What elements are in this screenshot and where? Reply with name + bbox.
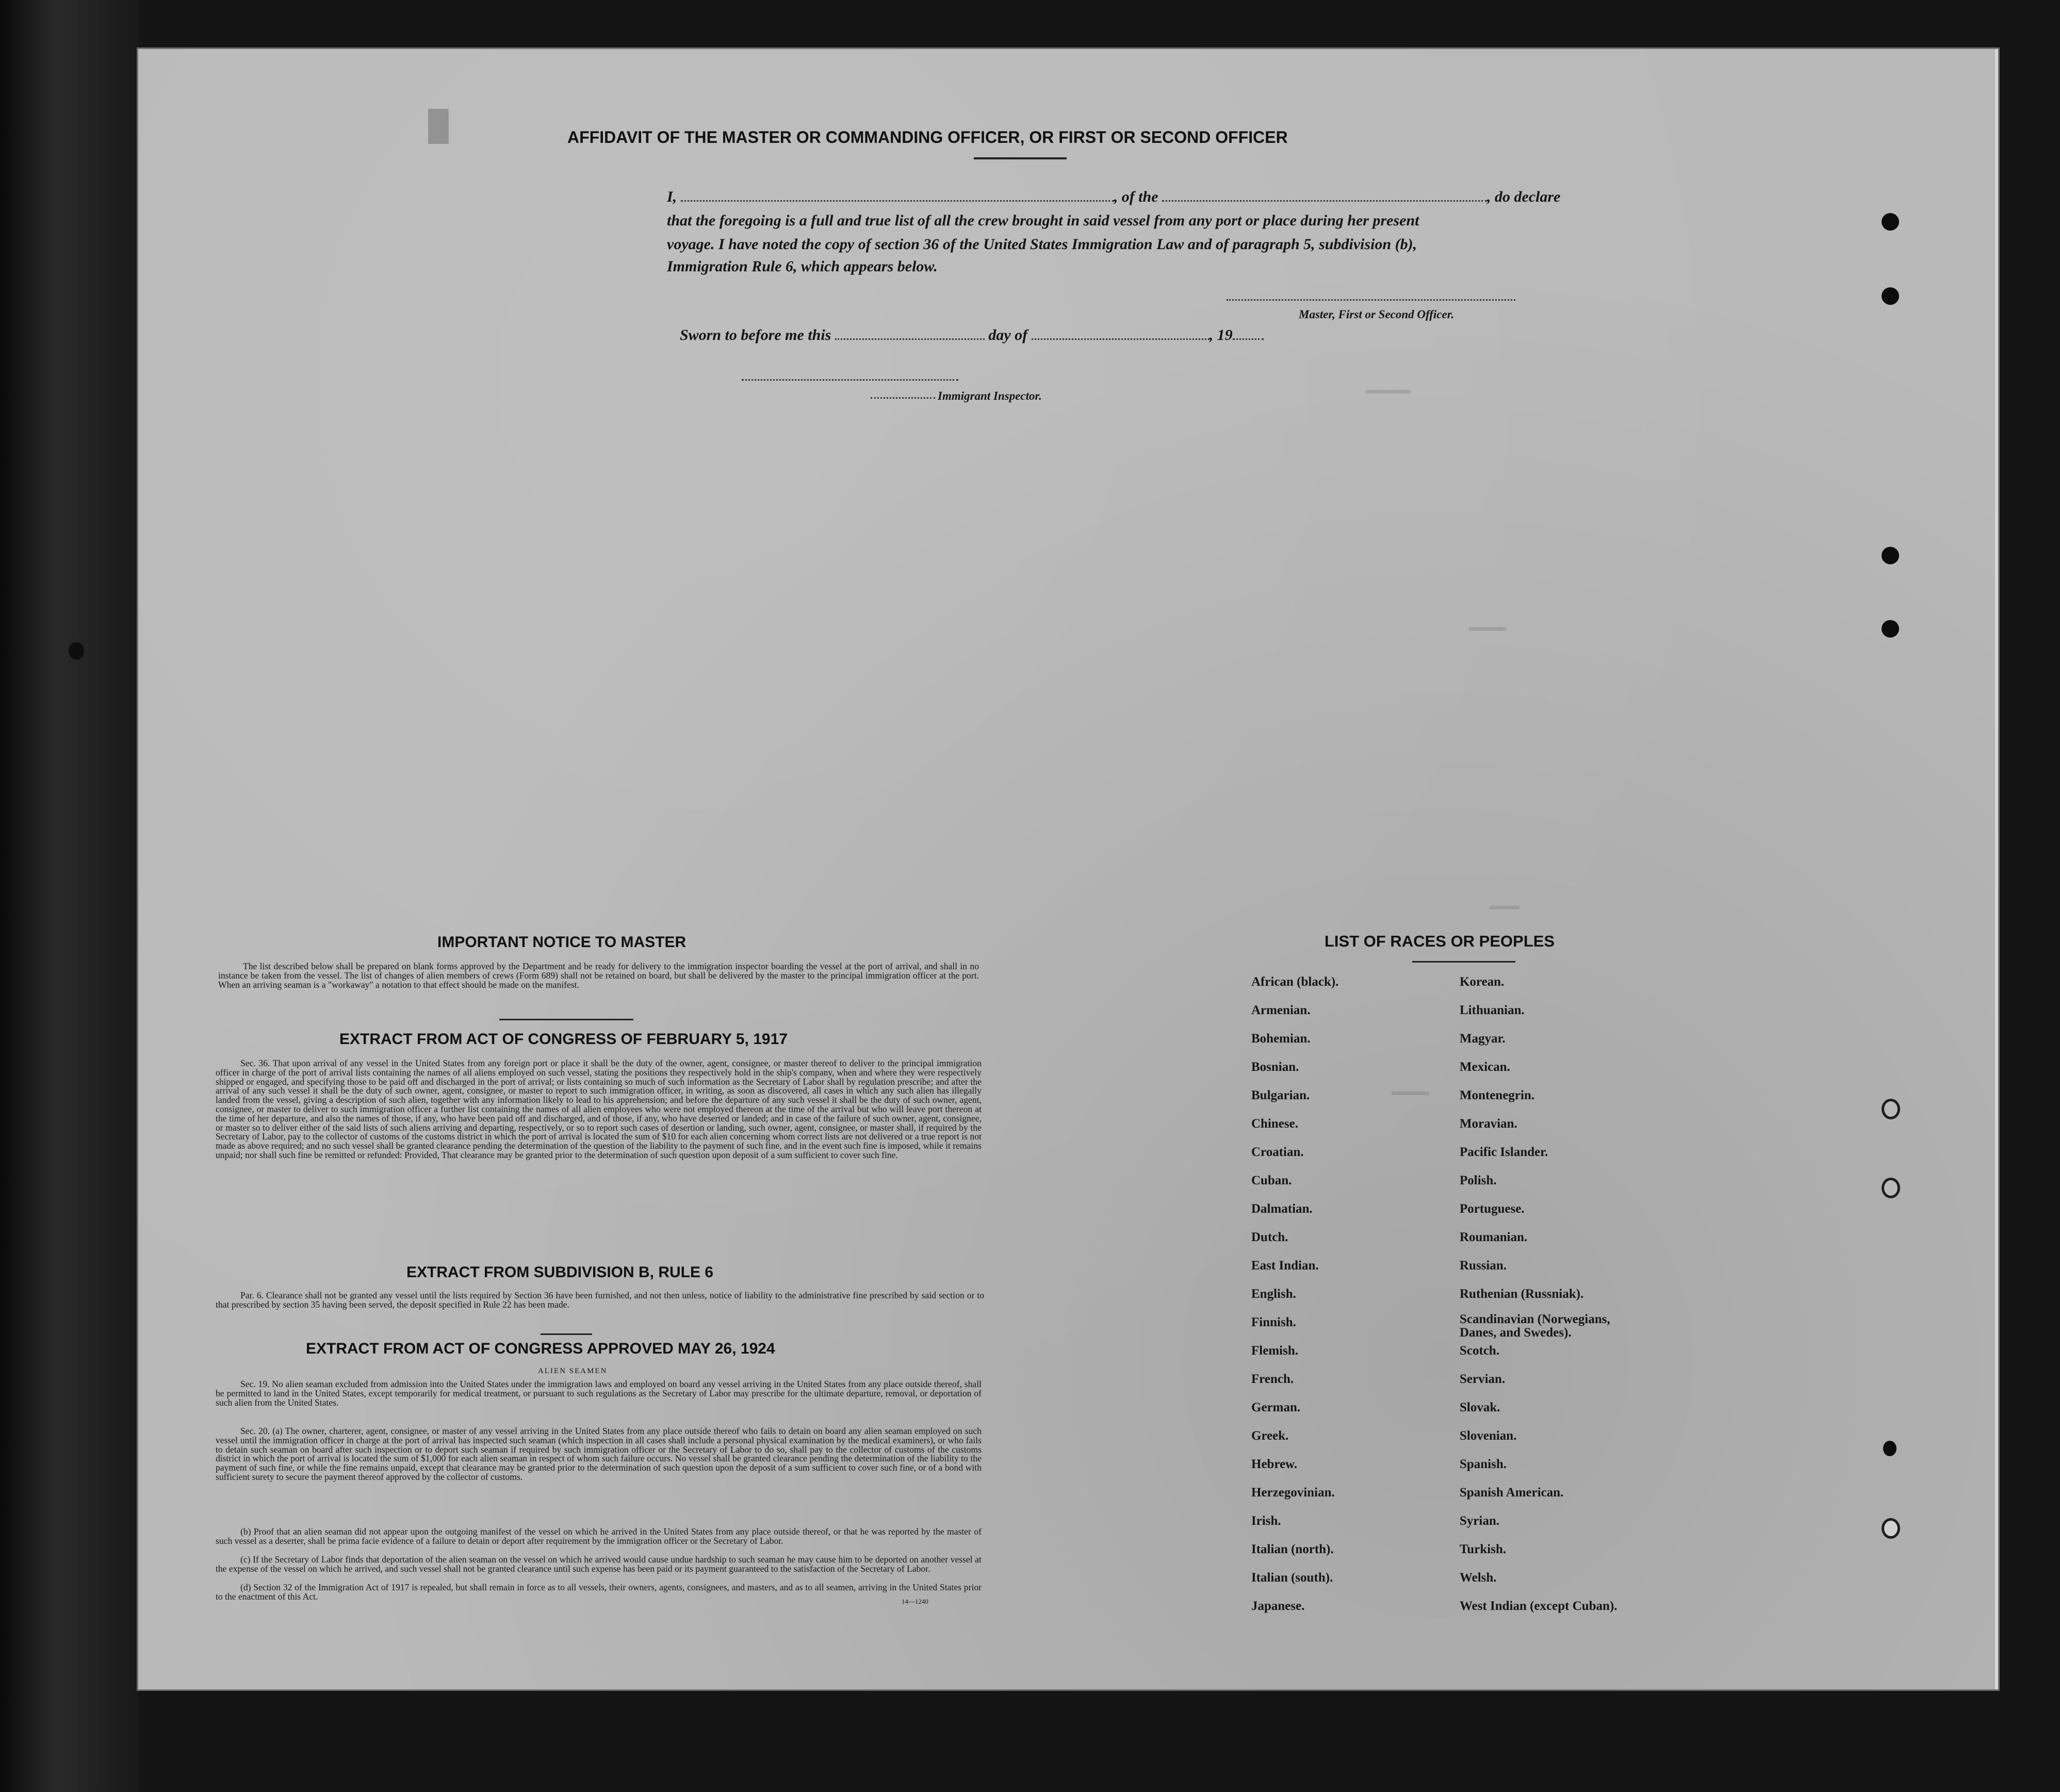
race-item: Roumanian. bbox=[1460, 1230, 1528, 1244]
document-page bbox=[138, 49, 1998, 1689]
race-item: Chinese. bbox=[1251, 1117, 1298, 1131]
race-item: Italian (south). bbox=[1251, 1571, 1333, 1585]
punch-hole bbox=[1883, 1441, 1896, 1456]
race-item: Dalmatian. bbox=[1251, 1202, 1313, 1216]
race-item: French. bbox=[1251, 1372, 1294, 1386]
notice-text: The list described below shall be prepared on blank forms approved by the Department and be ready for delivery to the immigration inspector boarding the vessel at the port of arrival, and shall in no instance be taken from the vessel. The list of changes of alien members of crews (Form 689) shall not be retained on board, but shall be delivered by the master to the principal immigration officer at the port. When an arriving seaman is a "workaway" a notation to that effect should be made on the manifest. bbox=[218, 961, 979, 990]
race-item: Spanish. bbox=[1460, 1457, 1507, 1471]
races-title: LIST OF RACES OR PEOPLES bbox=[1325, 932, 1555, 950]
affidavit-declare: , do declare bbox=[1487, 188, 1561, 205]
race-item: Bohemian. bbox=[1251, 1032, 1311, 1046]
race-item: Scotch. bbox=[1460, 1344, 1500, 1358]
subdivision-b-text: Par. 6. Clearance shall not be granted any vessel until the lists required by Section 36 have been furnished, and not then unless, notice of liability to the administrative fine prescribed by said section or to that prescribed by section 35 having been served, the deposit specified in Rule 22 has been made. bbox=[216, 1290, 984, 1310]
extract-1924-title: EXTRACT FROM ACT OF CONGRESS APPROVED MAY 26, 1924 bbox=[306, 1340, 775, 1357]
subdivision-b-title: EXTRACT FROM SUBDIVISION B, RULE 6 bbox=[406, 1264, 714, 1281]
race-item: Servian. bbox=[1460, 1372, 1506, 1386]
race-item: English. bbox=[1251, 1287, 1296, 1301]
race-item: Greek. bbox=[1251, 1429, 1289, 1443]
race-item: Moravian. bbox=[1460, 1117, 1517, 1131]
sworn-month-blank bbox=[1032, 338, 1209, 340]
binder-edge bbox=[0, 0, 139, 1792]
races-rule bbox=[1412, 961, 1515, 963]
affidavit-line-4: Immigration Rule 6, which appears below. bbox=[667, 258, 938, 275]
race-item: Herzegovinian. bbox=[1251, 1486, 1335, 1500]
sworn-year-blank bbox=[1233, 338, 1264, 340]
race-item: Polish. bbox=[1460, 1174, 1497, 1187]
punch-hole bbox=[1882, 287, 1899, 305]
race-item: Montenegrin. bbox=[1460, 1088, 1535, 1102]
sec-20d-text: (d) Section 32 of the Immigration Act of 1917 is repealed, but shall remain in force as to all vessels, their owners, agents, consignees, and masters, and as to all seamen, arriving in the United States prior to the enactment of this Act. bbox=[216, 1582, 982, 1602]
punch-hole bbox=[1882, 547, 1899, 564]
signature-line bbox=[1227, 299, 1515, 301]
bleed-through-marks: ▂▂▂▂▂ bbox=[1392, 1082, 1429, 1096]
punch-hole bbox=[69, 642, 84, 660]
alien-seamen-subtitle: ALIEN SEAMEN bbox=[538, 1367, 608, 1375]
race-item: Slovak. bbox=[1460, 1400, 1500, 1414]
race-item: Spanish American. bbox=[1460, 1486, 1564, 1500]
race-item: Ruthenian (Russniak). bbox=[1460, 1287, 1584, 1301]
race-item: Mexican. bbox=[1460, 1060, 1510, 1074]
race-item: Armenian. bbox=[1251, 1003, 1311, 1017]
extract-1917-text: Sec. 36. That upon arrival of any vessel in the United States from any foreign port or place it shall be the duty of the owner, agent, consignee, or master thereof to deliver to the principal immigration officer in charge of the port of arrival lists containing the names of all aliens employed on such vessel, stating the positions they respectively hold in the ship's company, when and where they were respectively shipped or engaged, and specifying those to be paid off and discharged in the port of arrival; or lists containing so much of such information as the Secretary of Labor shall by regulation prescribe; and after the arrival of any such vessel it shall be the duty of such owner, agent, consignee, or master to report to such immigration officer, in writing, as soon as discovered, all cases in which any such alien has illegally landed from the vessel, giving a description of such alien, together with any information likely to lead to his apprehension; and before the departure of any such vessel it shall be the duty of such owner, agent, consignee, or master to deliver to such immigration officer a further list containing the names of all alien employees who were not employed thereon at the time of the arrival but who will leave port thereon at the time of her departure, and also the names of those, if any, who have been paid off and discharged, and of those, if any, who have deserted or landed; and in case of the failure of such owner, agent, consignee, or master so to deliver either of the said lists of such aliens arriving and departing, respectively, or so to report such cases of desertion or landing, such owner, agent, consignee, or master shall, if required by the Secretary of Labor, pay to the collector of customs of the customs district in which the port of arrival is located the sum of $10 for each alien concerning whom correct lists are not delivered or a true report is not made as above required; and no such vessel shall be granted clearance pending the determination of the question of the liability to the payment of such fine, and in the event such fine is imposed, while it remains unpaid; nor shall such fine be remitted or refunded: Provided, That clearance may be granted prior to the determination of such question upon deposit of a sum sufficient to cover such fine. bbox=[216, 1058, 982, 1160]
race-item: Cuban. bbox=[1251, 1174, 1292, 1187]
punch-hole bbox=[1882, 213, 1899, 231]
form-number: 14—1240 bbox=[902, 1598, 928, 1605]
sworn-line bbox=[680, 327, 1264, 344]
race-item: Japanese. bbox=[1251, 1599, 1305, 1613]
inspector-signature-line-2 bbox=[871, 397, 935, 399]
bleed-through-marks: ▂▂▂▂▂ bbox=[1469, 618, 1507, 632]
sec-20c-text: (c) If the Secretary of Labor finds that deportation of the alien seaman on the vessel on which he arrived would cause undue hardship to such seaman he may cause him to be deported on another vessel at the expense of the vessel on which he arrived, and such vessel shall not be granted clearance until such expense has been paid or its payment guaranteed to the satisfaction of the Secretary of Labor. bbox=[216, 1554, 982, 1574]
sworn-prefix: Sworn to before me this bbox=[680, 327, 831, 344]
race-item: Lithuanian. bbox=[1460, 1003, 1525, 1017]
punch-hole bbox=[1882, 1178, 1900, 1198]
sec-19-text: Sec. 19. No alien seaman excluded from admission into the United States under the immigration laws and employed on board any vessel arriving in the United States from any place outside thereof, shall be permitted to land in the United States, except temporarily for medical treatment, or pursuant to such regulations as the Secretary of Labor may prescribe for the ultimate departure, removal, or deportation of such alien from the United States. bbox=[216, 1379, 982, 1408]
race-item: Russian. bbox=[1460, 1259, 1507, 1273]
race-item: Welsh. bbox=[1460, 1571, 1497, 1585]
race-item: African (black). bbox=[1251, 975, 1339, 989]
title-rule bbox=[974, 157, 1067, 159]
race-item: Syrian. bbox=[1460, 1514, 1500, 1528]
vessel-blank bbox=[1162, 200, 1487, 202]
race-item: Turkish. bbox=[1460, 1542, 1507, 1556]
extract-1917-title: EXTRACT FROM ACT OF CONGRESS OF FEBRUARY 5, 1917 bbox=[339, 1031, 788, 1048]
race-item: West Indian (except Cuban). bbox=[1460, 1599, 1617, 1613]
signature-label: Master, First or Second Officer. bbox=[1299, 308, 1454, 321]
inspector-label: Immigrant Inspector. bbox=[938, 389, 1042, 402]
bleed-through-heading: █ bbox=[427, 109, 449, 141]
race-item: Bulgarian. bbox=[1251, 1088, 1310, 1102]
sworn-day-of: day of bbox=[988, 327, 1028, 344]
bleed-through-marks: ▂▂▂▂ bbox=[1490, 897, 1519, 910]
race-item: German. bbox=[1251, 1400, 1301, 1414]
race-item: Italian (north). bbox=[1251, 1542, 1334, 1556]
sworn-date-blank bbox=[835, 338, 985, 340]
affidavit-title: AFFIDAVIT OF THE MASTER OR COMMANDING OFFICER, OR FIRST OR SECOND OFFICER bbox=[567, 128, 1288, 146]
sworn-year: , 19 bbox=[1209, 327, 1233, 344]
affidavit-i: I, bbox=[667, 188, 677, 205]
notice-title: IMPORTANT NOTICE TO MASTER bbox=[437, 934, 686, 951]
inspector-signature-line bbox=[742, 379, 958, 381]
race-item: Flemish. bbox=[1251, 1344, 1298, 1358]
race-item: Pacific Islander. bbox=[1460, 1145, 1548, 1159]
bleed-through-marks: ▂▂▂▂▂▂ bbox=[1366, 381, 1411, 395]
race-item: Irish. bbox=[1251, 1514, 1281, 1528]
race-item: Croatian. bbox=[1251, 1145, 1304, 1159]
sec-20b-text: (b) Proof that an alien seaman did not appear upon the outgoing manifest of the vessel on which he arrived in the United States from any place outside thereof, or that he was reported by the master of such vessel as a deserter, shall be prima facie evidence of a failure to detain or deport after requirement by the immigration officer or the Secretary of Labor. bbox=[216, 1526, 982, 1546]
section-rule bbox=[499, 1019, 633, 1020]
sec-20a-text: Sec. 20. (a) The owner, charterer, agent, consignee, or master of any vessel arriving in the United States from any place outside thereof who fails to detain on board any alien seaman employed on such vessel until the immigration officer in charge at the port of arrival has inspected such seaman (which inspection in all cases shall include a personal physical examination by the medical examiners), or who fails to detain such seaman on board after such inspection or to deport such seaman if required by such immigration officer or the Secretary of Labor to do so, shall pay to the collector of customs of the customs district in which the port of arrival is located the sum of $1,000 for each alien seaman in respect of whom such failure occurs. No vessel shall be granted clearance pending the determination of the liability to the payment of such fine, or while the fine remains unpaid, except that clearance may be granted prior to the determination of such question upon the deposit of a sum sufficient to cover such fine, or of a bond with sufficient surety to secure the payment thereof approved by the collector of customs. bbox=[216, 1426, 982, 1482]
punch-hole bbox=[1882, 620, 1899, 638]
punch-hole bbox=[1882, 1518, 1900, 1539]
race-item: Hebrew. bbox=[1251, 1457, 1298, 1471]
name-blank bbox=[681, 200, 1114, 202]
affidavit-line-1 bbox=[667, 188, 1560, 206]
affidavit-line-2: that the foregoing is a full and true list of all the crew brought in said vessel from any port or place during her present bbox=[667, 212, 1419, 229]
race-item: Portuguese. bbox=[1460, 1202, 1525, 1216]
race-item: Magyar. bbox=[1460, 1032, 1506, 1046]
race-item: Scandinavian (Norwegians, Danes, and Swedes). bbox=[1460, 1312, 1610, 1340]
race-item: Bosnian. bbox=[1251, 1060, 1299, 1074]
affidavit-of-the: , of the bbox=[1114, 188, 1158, 205]
race-item: Korean. bbox=[1460, 975, 1505, 989]
race-item: Finnish. bbox=[1251, 1315, 1296, 1329]
punch-hole bbox=[1882, 1099, 1900, 1119]
section-rule-2 bbox=[541, 1333, 592, 1335]
race-item: East Indian. bbox=[1251, 1259, 1319, 1273]
race-item: Slovenian. bbox=[1460, 1429, 1517, 1443]
affidavit-line-3: voyage. I have noted the copy of section 36 of the United States Immigration Law and of paragraph 5, subdivision (b), bbox=[667, 236, 1417, 253]
race-item: Dutch. bbox=[1251, 1230, 1288, 1244]
